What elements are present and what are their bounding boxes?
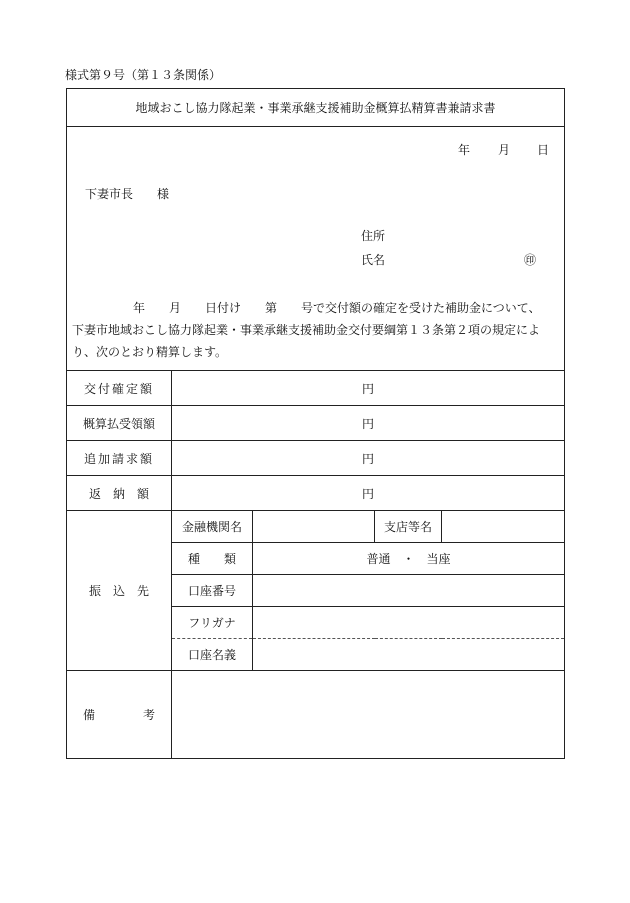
yen-unit: 円 (361, 486, 374, 501)
account-holder-field[interactable] (253, 639, 565, 671)
branch-name-field[interactable] (442, 511, 565, 543)
body-text-line-3: り、次のとおり精算します。 (72, 345, 228, 359)
account-type-label: 種 類 (172, 543, 253, 575)
amount-value-refund[interactable] (172, 476, 565, 511)
branch-name-label: 支店等名 (375, 511, 442, 543)
date-day-label: 日 (537, 143, 550, 157)
settlement-form (66, 88, 565, 759)
yen-unit: 円 (361, 451, 374, 466)
bank-name-label: 金融機関名 (172, 511, 253, 543)
date-month-label: 月 (498, 143, 511, 157)
amount-value-additional[interactable] (172, 441, 565, 476)
request-body (67, 127, 565, 371)
address-label: 住所 (361, 229, 386, 243)
body-text-line-1: 年 月 日付け 第 号で交付額の確定を受けた補助金について、 (133, 301, 541, 315)
amount-value-confirmed[interactable] (172, 371, 565, 406)
furigana-label: フリガナ (172, 607, 253, 639)
furigana-field[interactable] (253, 607, 565, 639)
name-label: 氏名 (361, 253, 386, 267)
addressee: 下妻市長 様 (85, 187, 170, 201)
yen-unit: 円 (361, 381, 374, 396)
amount-label-additional: 追加請求額 (67, 441, 172, 476)
amount-value-received[interactable] (172, 406, 565, 441)
account-holder-label: 口座名義 (172, 639, 253, 671)
account-type-options[interactable]: 普通 ・ 当座 (253, 543, 565, 575)
body-text-line-2: 下妻市地域おこし協力隊起業・事業承継支援補助金交付要綱第１３条第２項の規定によ (72, 323, 541, 337)
form-number-label: 様式第９号（第１３条関係） (65, 68, 222, 82)
account-number-field[interactable] (253, 575, 565, 607)
seal-mark: ㊞ (524, 253, 537, 267)
bank-name-field[interactable] (253, 511, 375, 543)
amount-label-confirmed: 交付確定額 (67, 371, 172, 406)
account-number-label: 口座番号 (172, 575, 253, 607)
yen-unit: 円 (361, 416, 374, 431)
amount-label-received: 概算払受領額 (67, 406, 172, 441)
transfer-destination-label: 振 込 先 (67, 511, 172, 671)
amount-label-refund: 返 納 額 (67, 476, 172, 511)
remarks-label: 備 考 (67, 671, 172, 759)
date-year-label: 年 (458, 143, 471, 157)
form-title: 地域おこし協力隊起業・事業承継支援補助金概算払精算書兼請求書 (67, 89, 565, 127)
remarks-field[interactable] (172, 671, 565, 759)
